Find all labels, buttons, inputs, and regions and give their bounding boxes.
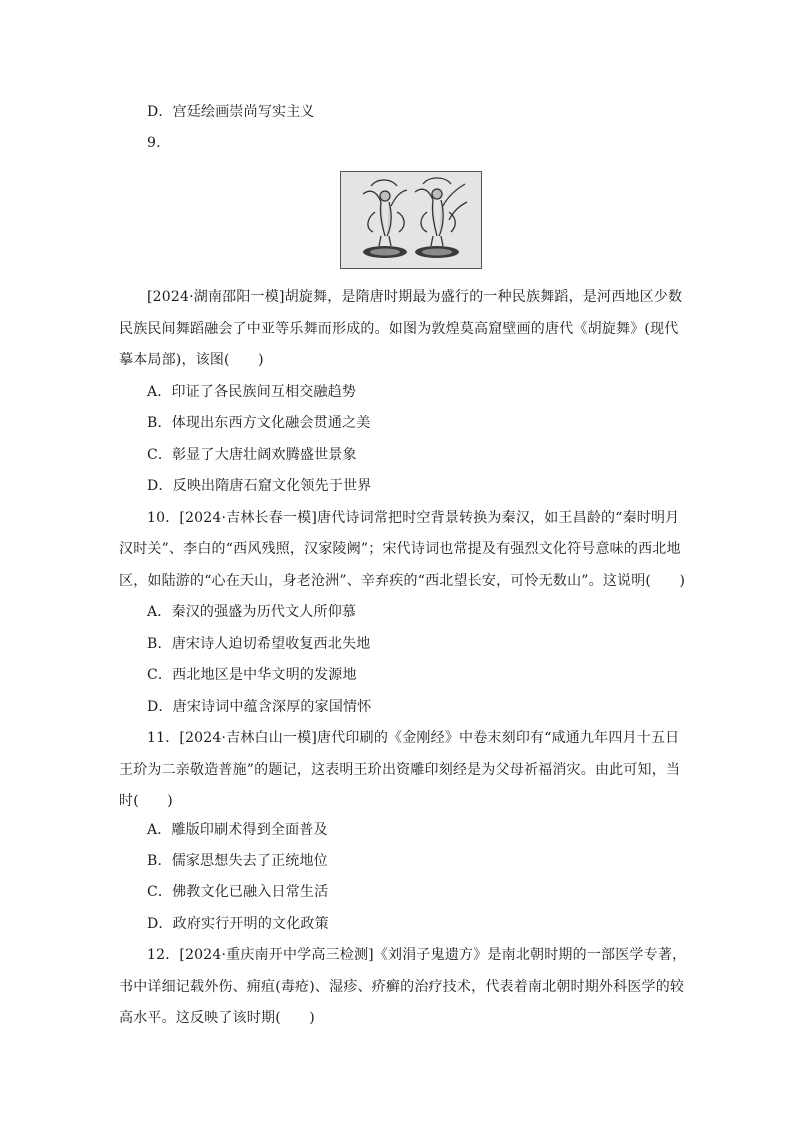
q10-stem-line-2: 汉时关”、李白的“西风残照，汉家陵阙”；宋代诗词也常提及有强烈文化符号意味的西北地 — [119, 541, 681, 557]
q10-option-a: A．秦汉的强盛为历代文人所仰慕 — [147, 604, 357, 620]
q9-stem-line-2: 民族民间舞蹈融会了中亚等乐舞而形成的。如图为敦煌莫高窟壁画的唐代《胡旋舞》(现代 — [119, 321, 679, 337]
mural-illustration — [341, 172, 481, 268]
q9-option-a: A．印证了各民族间互相交融趋势 — [147, 384, 357, 400]
q10-option-c: C．西北地区是中华文明的发源地 — [147, 667, 357, 683]
q12-stem-line-3: 高水平。这反映了该时期( ) — [119, 1010, 315, 1026]
q9-stem-line-3: 摹本局部)，该图( ) — [119, 352, 264, 368]
q10-option-b: B．唐宋诗人迫切希望收复西北失地 — [147, 636, 371, 652]
q11-stem-line-3: 时( ) — [119, 793, 173, 809]
q8-option-d: D．宫廷绘画崇尚写实主义 — [147, 104, 315, 120]
q9-option-c: C．彰显了大唐壮阔欢腾盛世景象 — [147, 447, 357, 463]
q9-option-b: B．体现出东西方文化融会贯通之美 — [147, 415, 371, 431]
q11-option-c: C．佛教文化已融入日常生活 — [147, 884, 329, 900]
q12-stem-line-1: 12．[2024·重庆南开中学高三检测]《刘涓子鬼遗方》是南北朝时期的一部医学专著， — [147, 947, 687, 963]
q11-stem-line-1: 11．[2024·吉林白山一模]唐代印刷的《金刚经》中卷末刻印有“咸通九年四月十五日 — [147, 730, 680, 746]
q10-stem-line-1: 10．[2024·吉林长春一模]唐代诗词常把时空背景转换为秦汉，如王昌龄的“秦时明月 — [147, 510, 680, 526]
q11-option-a: A．雕版印刷术得到全面普及 — [147, 822, 328, 838]
q11-option-b: B．儒家思想失去了正统地位 — [147, 853, 328, 869]
hu-xuan-dance-mural-image — [340, 171, 482, 269]
q9-stem-line-1: [2024·湖南邵阳一模]胡旋舞，是隋唐时期最为盛行的一种民族舞蹈，是河西地区少数 — [147, 289, 683, 305]
q9-number: 9. — [147, 135, 161, 151]
q11-option-d: D．政府实行开明的文化政策 — [147, 916, 329, 932]
q10-option-d: D．唐宋诗词中蕴含深厚的家国情怀 — [147, 699, 372, 715]
q9-option-d: D．反映出隋唐石窟文化领先于世界 — [147, 478, 372, 494]
q11-stem-line-2: 王玠为二亲敬造普施”的题记，这表明王玠出资雕印刻经是为父母祈福消灾。由此可知，当 — [119, 762, 681, 778]
q10-stem-line-3: 区，如陆游的“心在天山，身老沧洲”、辛弃疾的“西北望长安，可怜无数山”。这说明( ) — [119, 573, 686, 589]
q12-stem-line-2: 书中详细记载外伤、痈疽(毒疮)、湿疹、疥癣的治疗技术，代表着南北朝时期外科医学的较 — [119, 979, 685, 995]
